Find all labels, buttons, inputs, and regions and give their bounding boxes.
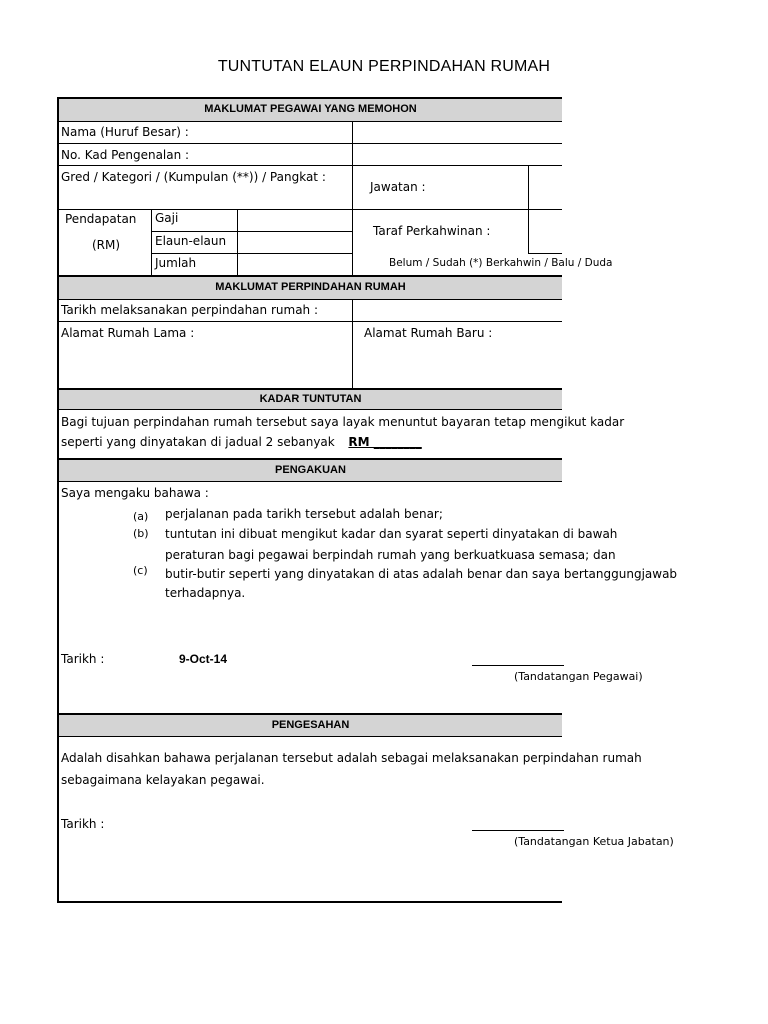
name-field[interactable] [353,122,562,143]
item-c-text-line3: terhadapnya. [165,586,246,600]
head-signature-label: (Tandatangan Ketua Jabatan) [514,835,674,848]
declaration-intro: Saya mengaku bahawa : [61,486,209,500]
item-c-marker: (c) [133,564,148,577]
old-address-label: Alamat Rumah Lama : [61,326,195,340]
verification-date-field[interactable] [129,813,249,833]
position-label: Jawatan : [370,180,426,194]
claim-amount[interactable]: RM ________ [348,435,422,449]
claim-form [57,97,678,903]
document-title: TUNTUTAN ELAUN PERPINDAHAN RUMAH [217,58,551,75]
salary-label: Gaji [155,211,179,225]
applicant-signature-label: (Tandatangan Pegawai) [514,670,643,683]
allowance-field[interactable] [238,232,352,253]
grade-label: Gred / Kategori / (Kumpulan (**)) / Pangkat : [61,170,326,184]
applicant-section-header: MAKLUMAT PEGAWAI YANG MEMOHON [59,97,562,122]
verification-section-header: PENGESAHAN [59,713,562,737]
old-address-field[interactable] [60,343,350,387]
marital-status-field[interactable] [529,210,562,253]
claim-section-header: KADAR TUNTUTAN [59,388,562,410]
claim-text-line1: Bagi tujuan perpindahan rumah tersebut saya layak menuntut bayaran tetap mengikut kadar [61,415,625,429]
verification-text-line2: sebagaimana kelayakan pegawai. [61,773,265,787]
item-b-text: tuntutan ini dibuat mengikut kadar dan syarat seperti dinyatakan di bawah [165,527,618,541]
declaration-section-header: PENGAKUAN [59,458,562,482]
new-address-label: Alamat Rumah Baru : [364,326,493,340]
marital-status-label: Taraf Perkahwinan : [373,224,491,238]
verification-text-line1: Adalah disahkan bahawa perjalanan tersebut adalah sebagai melaksanakan perpindahan rumah [61,751,642,765]
ic-number-field[interactable] [353,144,562,165]
income-label: Pendapatan [65,212,137,226]
item-a-text: perjalanan pada tarikh tersebut adalah benar; [165,507,443,521]
verification-date-label: Tarikh : [61,817,105,831]
claim-text-line2 [61,435,422,450]
new-address-field[interactable] [353,343,562,387]
declaration-date-value[interactable]: 9-Oct-14 [179,652,228,666]
item-c-text-line2: butir-butir seperti yang dinyatakan di atas adalah benar dan saya bertanggungjawab [165,567,678,581]
claim-text-line2-prefix: seperti yang dinyatakan di jadual 2 sebanyak [61,435,335,449]
item-b-marker: (b) [133,527,149,540]
position-field[interactable] [529,166,562,209]
total-field[interactable] [238,254,352,275]
moving-date-field[interactable] [353,300,562,321]
moving-section-header: MAKLUMAT PERPINDAHAN RUMAH [59,275,562,300]
name-label: Nama (Huruf Besar) : [61,125,189,139]
item-c-text-line1: peraturan bagi pegawai berpindah rumah yang berkuatkuasa semasa; dan [165,548,616,562]
ic-number-label: No. Kad Pengenalan : [61,148,190,162]
marital-status-options: Belum / Sudah (*) Berkahwin / Balu / Duda [389,257,613,269]
item-a-marker: (a) [133,510,149,523]
allowance-label: Elaun-elaun [155,234,227,248]
income-unit: (RM) [92,238,121,252]
total-label: Jumlah [155,256,197,270]
moving-date-label: Tarikh melaksanakan perpindahan rumah : [61,303,319,317]
applicant-signature-line[interactable] [472,665,564,666]
head-signature-line[interactable] [472,830,564,831]
salary-field[interactable] [238,210,352,231]
declaration-date-label: Tarikh : [61,652,105,666]
